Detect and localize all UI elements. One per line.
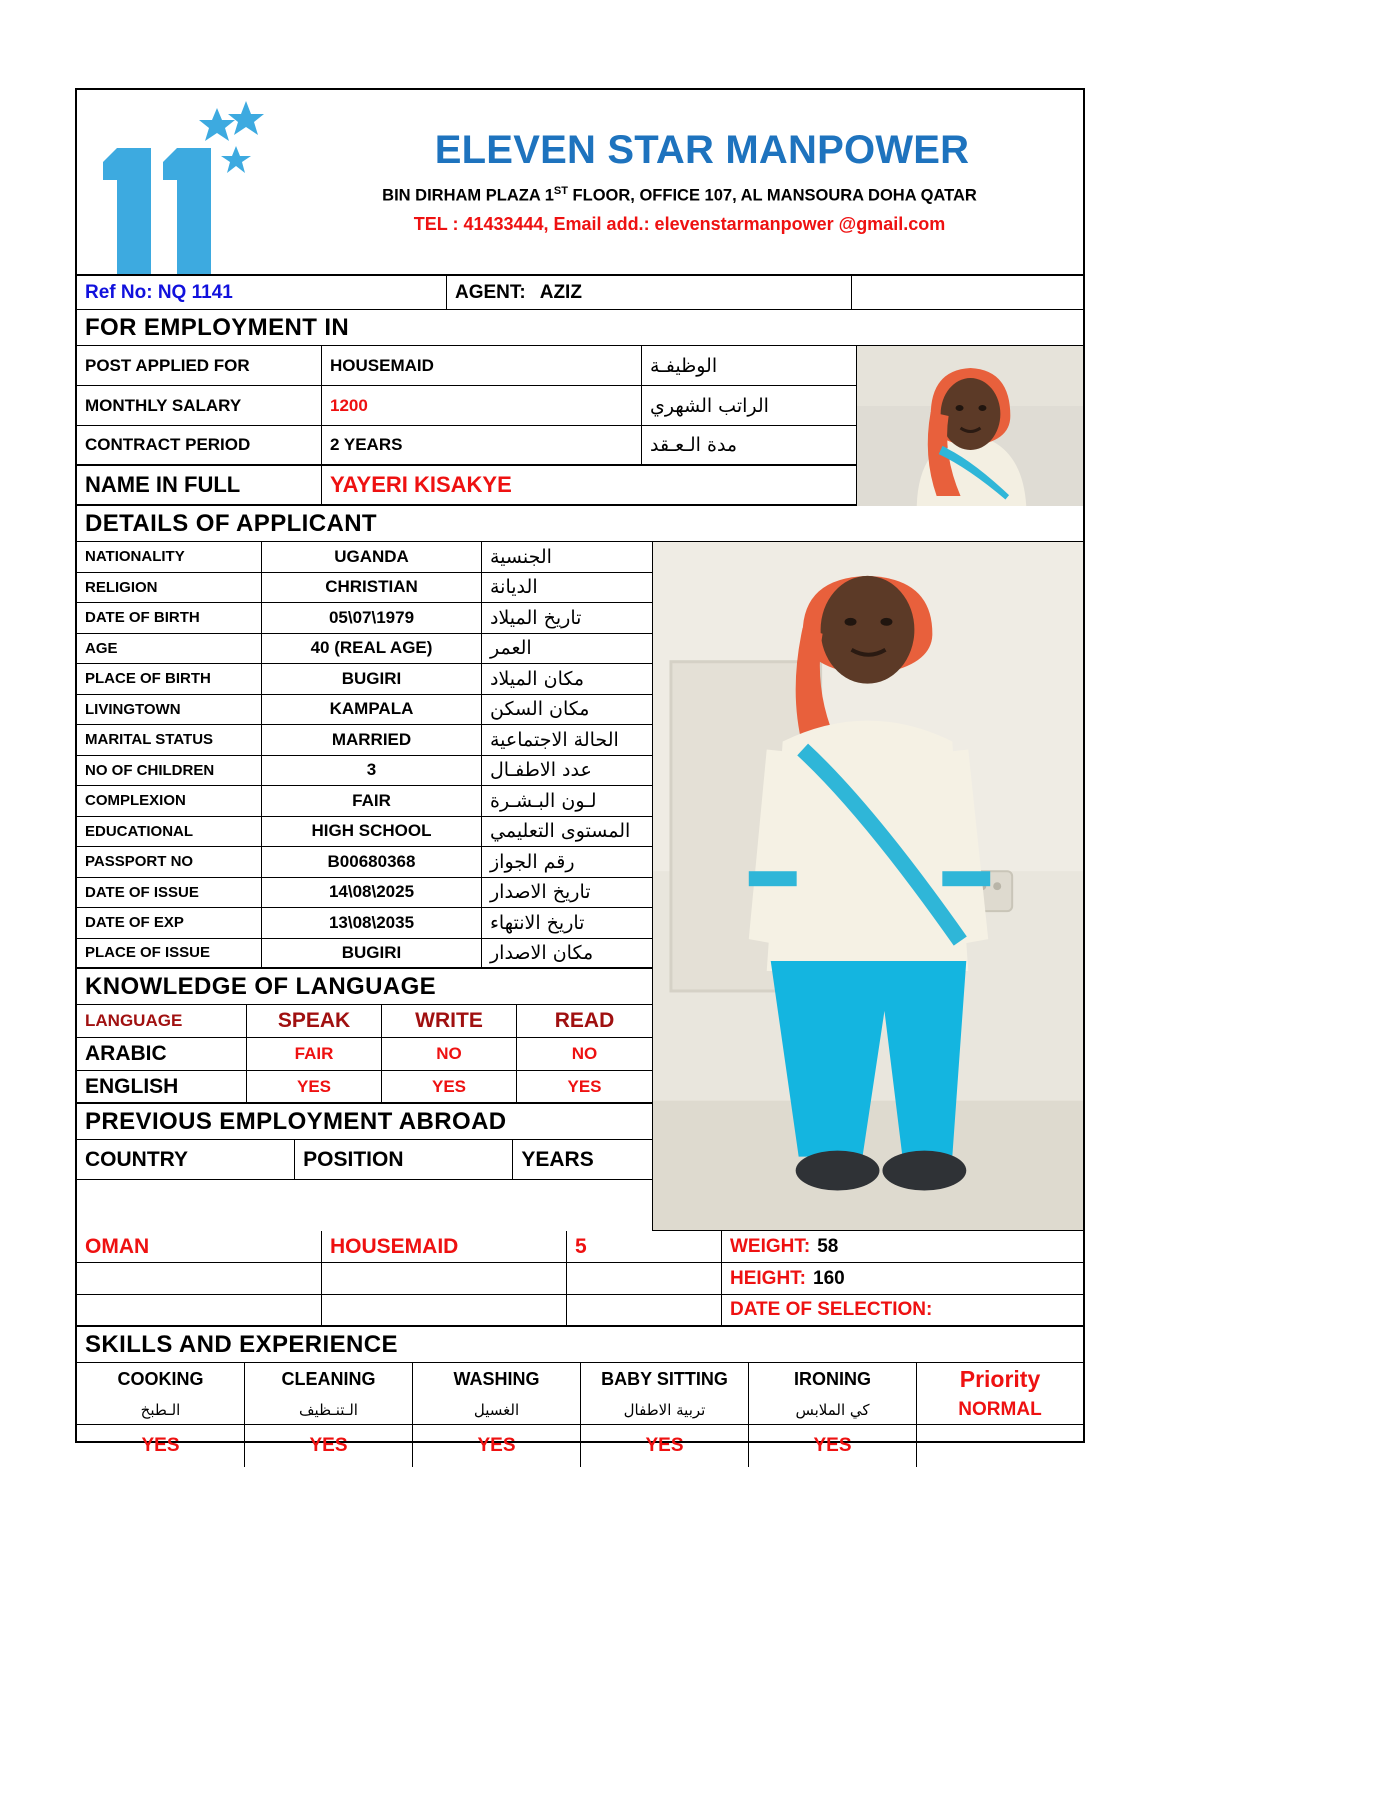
prev-years-1: 5 (567, 1231, 722, 1263)
skill-arabic-baby-sitting: تربية الاطفال (581, 1395, 749, 1425)
dob-label: DATE OF BIRTH (77, 603, 262, 634)
form-header (77, 90, 1083, 276)
table-row (77, 756, 652, 787)
skills-arabic-row (77, 1395, 1083, 1425)
agent-cell (447, 276, 852, 310)
language-col-write: WRITE (382, 1005, 517, 1038)
header-photo-top-spacer (852, 276, 1083, 310)
skill-value-cooking: YES (77, 1425, 245, 1467)
prev-country-1: OMAN (77, 1231, 322, 1263)
skill-arabic-cleaning: الـتنـظيف (245, 1395, 413, 1425)
passport-no-arabic: رقم الجواز (482, 847, 652, 878)
name-label: NAME IN FULL (77, 466, 322, 506)
height-cell (722, 1263, 1083, 1295)
employment-rows (77, 346, 856, 506)
age-arabic: العمر (482, 634, 652, 665)
table-row (77, 664, 652, 695)
company-name: ELEVEN STAR MANPOWER (434, 128, 970, 172)
arabic-read: NO (517, 1038, 652, 1071)
skill-value-baby-sitting: YES (581, 1425, 749, 1467)
company-address-suffix: FLOOR, OFFICE 107, AL MANSOURA DOHA QATAR (567, 186, 977, 205)
language-col-language: LANGUAGE (77, 1005, 247, 1038)
skills-section-header-row (77, 1327, 1083, 1363)
applicant-cv-form (75, 88, 1085, 1457)
employment-row (77, 346, 856, 386)
agent-value: AZIZ (539, 281, 582, 303)
arabic-write: NO (382, 1038, 517, 1071)
company-address-prefix: BIN DIRHAM PLAZA 1 (382, 186, 554, 205)
name-value: YAYERI KISAKYE (322, 466, 856, 506)
place-of-issue-arabic: مكان الاصدار (482, 939, 652, 970)
english-write: YES (382, 1071, 517, 1104)
table-row (77, 1295, 1083, 1327)
english-read: YES (517, 1071, 652, 1104)
ref-agent-row (77, 276, 1083, 310)
language-section-title: KNOWLEDGE OF LANGUAGE (77, 969, 1083, 1005)
complexion-label: COMPLEXION (77, 786, 262, 817)
weight-label: WEIGHT: (730, 1235, 811, 1257)
skill-value-cleaning: YES (245, 1425, 413, 1467)
prev-years-3 (567, 1295, 722, 1327)
priority-empty-cell (917, 1425, 1083, 1467)
employment-photo-spacer (856, 310, 1083, 346)
prev-position-2 (322, 1263, 567, 1295)
language-col-speak: SPEAK (247, 1005, 382, 1038)
educational-label: EDUCATIONAL (77, 817, 262, 848)
livingtown-label: LIVINGTOWN (77, 695, 262, 726)
language-col-read: READ (517, 1005, 652, 1038)
table-row (77, 908, 652, 939)
contract-period-label: CONTRACT PERIOD (77, 426, 322, 466)
english-speak: YES (247, 1071, 382, 1104)
employment-section-title: FOR EMPLOYMENT IN (77, 310, 856, 346)
table-row (77, 603, 652, 634)
post-applied-value: HOUSEMAID (322, 346, 642, 386)
nationality-label: NATIONALITY (77, 542, 262, 573)
educational-arabic: المستوى التعليمي (482, 817, 652, 848)
prev-employment-section-title: PREVIOUS EMPLOYMENT ABROAD (77, 1104, 1083, 1140)
language-arabic-label: ARABIC (77, 1038, 247, 1071)
name-row (77, 466, 856, 506)
marital-status-value: MARRIED (262, 725, 482, 756)
skill-arabic-cooking: الـطبخ (77, 1395, 245, 1425)
passport-no-value: B00680368 (262, 847, 482, 878)
skill-header-baby-sitting: BABY SITTING (581, 1363, 749, 1395)
table-row (77, 939, 652, 970)
skill-header-cleaning: CLEANING (245, 1363, 413, 1395)
height-label: HEIGHT: (730, 1267, 806, 1289)
employment-section-header-row (77, 310, 1083, 346)
table-row (77, 725, 652, 756)
table-row (77, 847, 652, 878)
priority-value: NORMAL (917, 1395, 1083, 1425)
table-row (77, 817, 652, 848)
prev-years-2 (567, 1263, 722, 1295)
place-of-birth-arabic: مكان الميلاد (482, 664, 652, 695)
children-value: 3 (262, 756, 482, 787)
table-row (77, 1071, 652, 1104)
weight-cell (722, 1231, 1083, 1263)
date-of-issue-label: DATE OF ISSUE (77, 878, 262, 909)
monthly-salary-value: 1200 (322, 386, 642, 426)
skills-header-row (77, 1363, 1083, 1395)
religion-label: RELIGION (77, 573, 262, 604)
employment-row (77, 386, 856, 426)
complexion-arabic: لـون البـشـرة (482, 786, 652, 817)
complexion-value: FAIR (262, 786, 482, 817)
date-of-exp-value: 13\08\2035 (262, 908, 482, 939)
place-of-birth-value: BUGIRI (262, 664, 482, 695)
monthly-salary-label: MONTHLY SALARY (77, 386, 322, 426)
ref-no: Ref No: NQ 1141 (77, 276, 447, 310)
applicant-fullbody-photo (652, 542, 1083, 1231)
skill-header-washing: WASHING (413, 1363, 581, 1395)
age-value: 40 (REAL AGE) (262, 634, 482, 665)
table-row (77, 1263, 1083, 1295)
date-of-exp-arabic: تاريخ الانتهاء (482, 908, 652, 939)
date-of-selection-label: DATE OF SELECTION: (730, 1299, 933, 1321)
children-label: NO OF CHILDREN (77, 756, 262, 787)
table-row (77, 695, 652, 726)
prev-country-3 (77, 1295, 322, 1327)
language-english-label: ENGLISH (77, 1071, 247, 1104)
table-row (77, 786, 652, 817)
skills-value-row (77, 1425, 1083, 1467)
date-of-issue-arabic: تاريخ الاصدار (482, 878, 652, 909)
prev-position-1: HOUSEMAID (322, 1231, 567, 1263)
skill-value-washing: YES (413, 1425, 581, 1467)
religion-value: CHRISTIAN (262, 573, 482, 604)
post-applied-arabic: الوظيفـة (642, 346, 856, 386)
prev-employment-header-row (77, 1140, 652, 1180)
agent-label: AGENT: (455, 281, 526, 303)
nationality-arabic: الجنسية (482, 542, 652, 573)
applicant-section-title: DETAILS OF APPLICANT (77, 506, 1083, 542)
skills-section-title: SKILLS AND EXPERIENCE (77, 1327, 1083, 1363)
date-of-selection-cell (722, 1295, 1083, 1327)
language-header-row (77, 1005, 652, 1038)
employment-row (77, 426, 856, 466)
priority-label: Priority (959, 1365, 1041, 1392)
applicant-portrait-photo (856, 346, 1083, 506)
marital-status-arabic: الحالة الاجتماعية (482, 725, 652, 756)
place-of-birth-label: PLACE OF BIRTH (77, 664, 262, 695)
dob-arabic: تاريخ الميلاد (482, 603, 652, 634)
prev-col-position: POSITION (295, 1140, 513, 1180)
livingtown-arabic: مكان السكن (482, 695, 652, 726)
table-row (77, 1231, 1083, 1263)
educational-value: HIGH SCHOOL (262, 817, 482, 848)
table-row (77, 573, 652, 604)
religion-arabic: الديانة (482, 573, 652, 604)
skill-arabic-washing: الغسيل (413, 1395, 581, 1425)
company-address-ordinal: ST (553, 185, 568, 197)
monthly-salary-arabic: الراتب الشهري (642, 386, 856, 426)
table-row (77, 634, 652, 665)
table-row (77, 878, 652, 909)
post-applied-label: POST APPLIED FOR (77, 346, 322, 386)
nationality-value: UGANDA (262, 542, 482, 573)
arabic-speak: FAIR (247, 1038, 382, 1071)
children-arabic: عدد الاطفـال (482, 756, 652, 787)
company-contact: TEL : 41433444, Email add.: elevenstarmanpower @gmail.com (413, 214, 946, 234)
prev-position-3 (322, 1295, 567, 1327)
contract-period-value: 2 YEARS (322, 426, 642, 466)
age-label: AGE (77, 634, 262, 665)
skill-arabic-ironing: كي الملابس (749, 1395, 917, 1425)
date-of-exp-label: DATE OF EXP (77, 908, 262, 939)
marital-status-label: MARITAL STATUS (77, 725, 262, 756)
contract-period-arabic: مدة الـعـقد (642, 426, 856, 466)
skill-header-ironing: IRONING (749, 1363, 917, 1395)
skill-header-cooking: COOKING (77, 1363, 245, 1395)
table-row (77, 1038, 652, 1071)
date-of-issue-value: 14\08\2025 (262, 878, 482, 909)
prev-col-country: COUNTRY (77, 1140, 295, 1180)
place-of-issue-label: PLACE OF ISSUE (77, 939, 262, 970)
dob-value: 05\07\1979 (262, 603, 482, 634)
livingtown-value: KAMPALA (262, 695, 482, 726)
prev-col-years: YEARS (513, 1140, 652, 1180)
skill-value-ironing: YES (749, 1425, 917, 1467)
prev-country-2 (77, 1263, 322, 1295)
height-value: 160 (813, 1267, 845, 1289)
applicant-rows (77, 542, 652, 1231)
weight-value: 58 (817, 1235, 839, 1257)
table-row (77, 542, 652, 573)
applicant-section-header-row (77, 506, 1083, 542)
place-of-issue-value: BUGIRI (262, 939, 482, 970)
passport-no-label: PASSPORT NO (77, 847, 262, 878)
company-address (277, 185, 1082, 206)
